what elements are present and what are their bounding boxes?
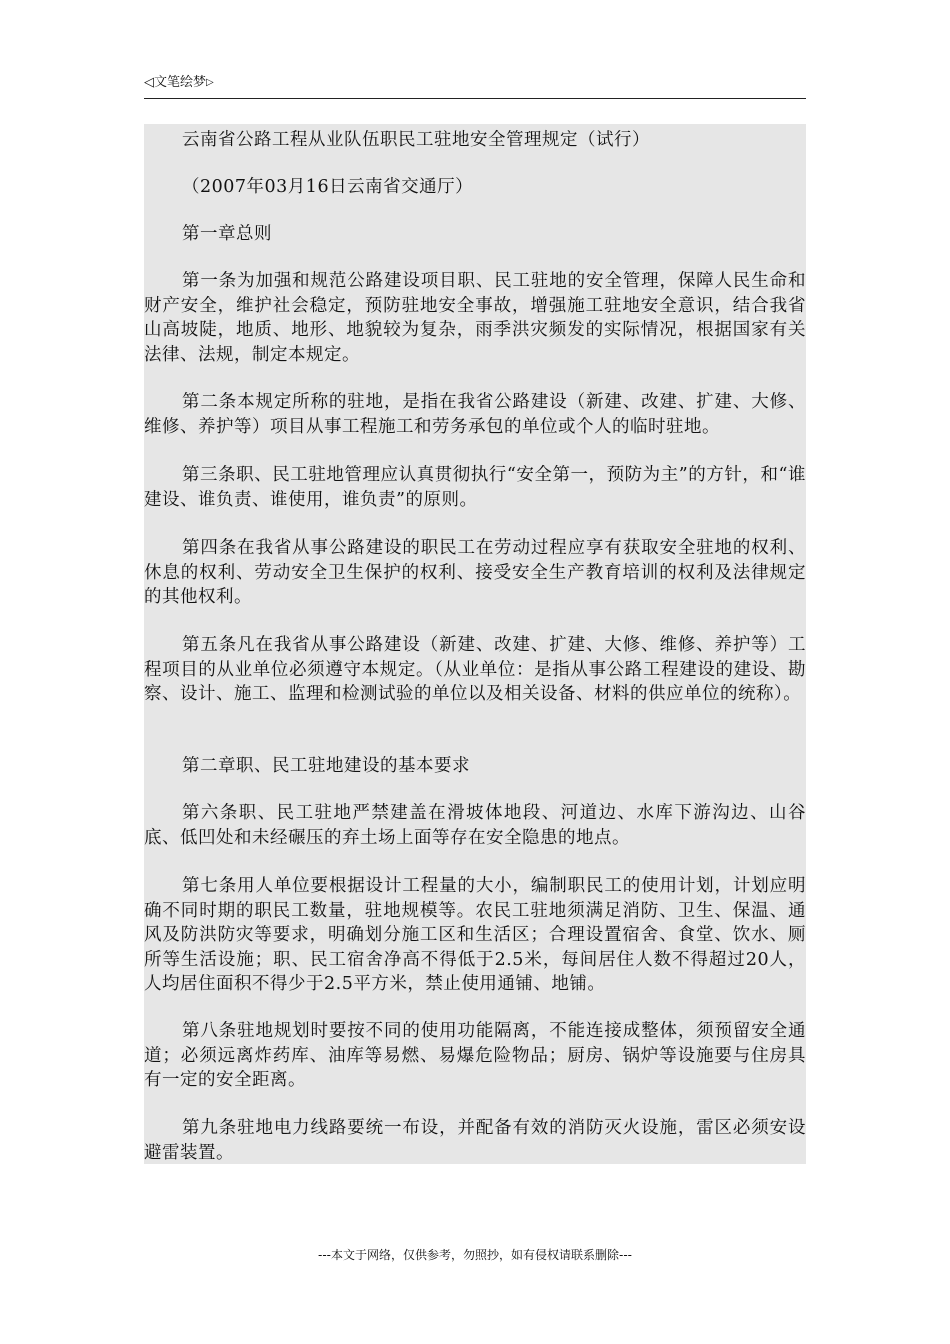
left-triangle-icon: ◁ xyxy=(144,75,154,90)
document-body xyxy=(144,124,806,1164)
page-footer: ---本文于网络，仅供参考，勿照抄，如有侵权请联系删除--- xyxy=(318,1248,632,1262)
chapter-heading-2: 第二章职、民工驻地建设的基本要求 xyxy=(182,756,470,776)
header-title: 文笔绘梦 xyxy=(154,75,207,90)
article-8: 第八条驻地规划时要按不同的使用功能隔离，不能连接成整体，须预留安全通道；必须远离炸药库、油库等易燃、易爆危险物品；厨房、锅炉等设施要与住房具有一定的安全距离。 xyxy=(144,1021,806,1090)
article-9: 第九条驻地电力线路要统一布设，并配备有效的消防灭火设施，雷区必须安设避雷装置。 xyxy=(144,1118,806,1163)
chapter-heading-1: 第一章总则 xyxy=(182,224,272,244)
page-header xyxy=(144,74,806,99)
right-triangle-icon: ▷ xyxy=(206,77,214,88)
document-title: 云南省公路工程从业队伍职民工驻地安全管理规定（试行） xyxy=(182,130,650,150)
date-line: （2007年03月16日云南省交通厅） xyxy=(182,177,474,197)
article-1: 第一条为加强和规范公路建设项目职、民工驻地的安全管理，保障人民生命和财产安全，维护社会稳定，预防驻地安全事故，增强施工驻地安全意识，结合我省山高坡陡，地质、地形、地貌较为复杂，雨季洪灾频发的实际情况，根据国家有关法律、法规，制定本规定。 xyxy=(144,271,806,365)
article-5: 第五条凡在我省从事公路建设（新建、改建、扩建、大修、维修、养护等）工程项目的从业单位必须遵守本规定。（从业单位：是指从事公路工程建设的建设、勘察、设计、施工、监理和检测试验的单位以及相关设备、材料的供应单位的统称）。 xyxy=(144,635,806,704)
article-6: 第六条职、民工驻地严禁建盖在滑坡体地段、河道边、水库下游沟边、山谷底、低凹处和未经碾压的弃土场上面等存在安全隐患的地点。 xyxy=(144,803,806,848)
article-4: 第四条在我省从事公路建设的职民工在劳动过程应享有获取安全驻地的权利、休息的权利、劳动安全卫生保护的权利、接受安全生产教育培训的权利及法律规定的其他权利。 xyxy=(144,538,806,607)
article-2: 第二条本规定所称的驻地，是指在我省公路建设（新建、改建、扩建、大修、维修、养护等）项目从事工程施工和劳务承包的单位或个人的临时驻地。 xyxy=(144,392,806,437)
article-7: 第七条用人单位要根据设计工程量的大小，编制职民工的使用计划，计划应明确不同时期的职民工数量，驻地规模等。农民工驻地须满足消防、卫生、保温、通风及防洪防灾等要求，明确划分施工区和生活区；合理设置宿舍、食堂、饮水、厕所等生活设施；职、民工宿舍净高不得低于2.5米，每间居住人数不得超过20人，人均居住面积不得少于2.5平方米，禁止使用通铺、地铺。 xyxy=(144,876,806,994)
article-3: 第三条职、民工驻地管理应认真贯彻执行“安全第一，预防为主”的方针，和“谁建设、谁负责、谁使用，谁负责”的原则。 xyxy=(144,465,806,510)
